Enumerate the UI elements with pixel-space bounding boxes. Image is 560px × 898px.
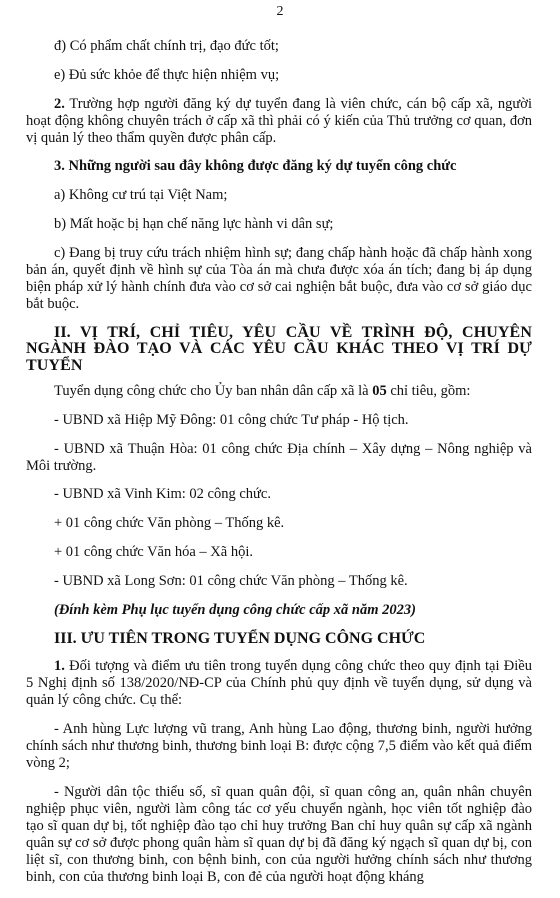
priority-item-minorities: - Người dân tộc thiểu số, sĩ quan quân đội, sĩ quan công an, quân nhân chuyên nghiệp phục viên, người làm công tác cơ yếu chuyển ngành, học viên tốt nghiệp đào tạo sĩ quan dự bị, tốt nghiệp đào tạo chỉ huy trưởng Ban chỉ huy quân sự cấp xã ngành quân sự cơ sở được phong quân hàm sĩ quan dự bị đã đăng ký ngạch sĩ quan dự bị, con liệt sĩ, con thương binh, con bệnh binh, con của người hưởng chính sách như thương binh, con của thương binh loại B, con đẻ của người hoạt động kháng	[26, 784, 532, 886]
quota-subitem-van-hoa: + 01 công chức Văn hóa – Xã hội.	[54, 544, 253, 561]
paragraph-2	[26, 96, 532, 147]
priority-paragraph-1	[26, 658, 532, 709]
section-heading-ii: II. VỊ TRÍ, CHỈ TIÊU, YÊU CẦU VỀ TRÌNH ĐỘ, CHUYÊN NGÀNH ĐÀO TẠO VÀ CÁC YÊU CẦU KHÁC THEO VỊ TRÍ DỰ TUYỂN	[26, 323, 532, 374]
ineligible-c: c) Đang bị truy cứu trách nhiệm hình sự; đang chấp hành hoặc đã chấp hành xong bản án, quyết định về hình sự của Tòa án mà chưa được xóa án tích; đang bị áp dụng biện pháp xử lý hành chính đưa vào cơ sở cai nghiện bắt buộc, đưa vào cơ sở giáo dục bắt buộc.	[26, 244, 532, 312]
document-body	[26, 38, 532, 898]
quota-subitem-van-phong: + 01 công chức Văn phòng – Thống kê.	[54, 515, 285, 532]
priority-item-heroes: - Anh hùng Lực lượng vũ trang, Anh hùng Lao động, thương binh, người hưởng chính sách như thương binh, thương binh loại B: được cộng 7,5 điểm vào kết quả điểm vòng 2;	[26, 721, 532, 772]
page-number: 2	[276, 4, 284, 19]
paragraph-text: Trường hợp người đăng ký dự tuyển đang là viên chức, cán bộ cấp xã, người hoạt động không chuyên trách ở cấp xã thì phải có ý kiến của Thủ trưởng cơ quan, đơn vị quản lý theo thẩm quyền được phân cấp.	[26, 95, 532, 146]
criterion-d: đ) Có phẩm chất chính trị, đạo đức tốt;	[54, 38, 279, 54]
paragraph-text: Đối tượng và điểm ưu tiên trong tuyển dụng công chức theo quy định tại Điều 5 Nghị định số 138/2020/NĐ-CP của Chính phủ quy định về tuyển dụng, sử dụng và quản lý công chức. Cụ thể:	[26, 658, 532, 709]
criterion-e: e) Đủ sức khỏe để thực hiện nhiệm vụ;	[54, 66, 280, 83]
paragraph-number: 1.	[54, 658, 65, 675]
quota-intro-pre: Tuyển dụng công chức cho Ủy ban nhân dân cấp xã là	[54, 383, 373, 400]
appendix-note: (Đính kèm Phụ lục tuyển dụng công chức cấp xã năm 2023)	[54, 601, 416, 618]
ineligible-b: b) Mất hoặc bị hạn chế năng lực hành vi dân sự;	[54, 215, 334, 232]
quota-item-long-son: - UBND xã Long Sơn: 01 công chức Văn phòng – Thống kê.	[54, 572, 408, 589]
quota-item-thuan-hoa: - UBND xã Thuận Hòa: 01 công chức Địa chính – Xây dựng – Nông nghiệp và Môi trường.	[26, 440, 532, 474]
quota-item-hiep-my-dong: - UBND xã Hiệp Mỹ Đông: 01 công chức Tư pháp - Hộ tịch.	[54, 411, 409, 428]
quota-intro	[26, 383, 532, 400]
ineligible-a: a) Không cư trú tại Việt Nam;	[54, 187, 228, 204]
paragraph-number: 2.	[54, 95, 65, 112]
quota-intro-post: chỉ tiêu, gồm:	[386, 383, 471, 400]
quota-item-vinh-kim: - UBND xã Vinh Kim: 02 công chức.	[54, 486, 271, 503]
heading-3-ineligible: 3. Những người sau đây không được đăng ký dự tuyển công chức	[54, 158, 457, 175]
quota-count: 05	[372, 383, 387, 400]
section-heading-iii: III. ƯU TIÊN TRONG TUYỂN DỤNG CÔNG CHỨC	[54, 630, 426, 648]
